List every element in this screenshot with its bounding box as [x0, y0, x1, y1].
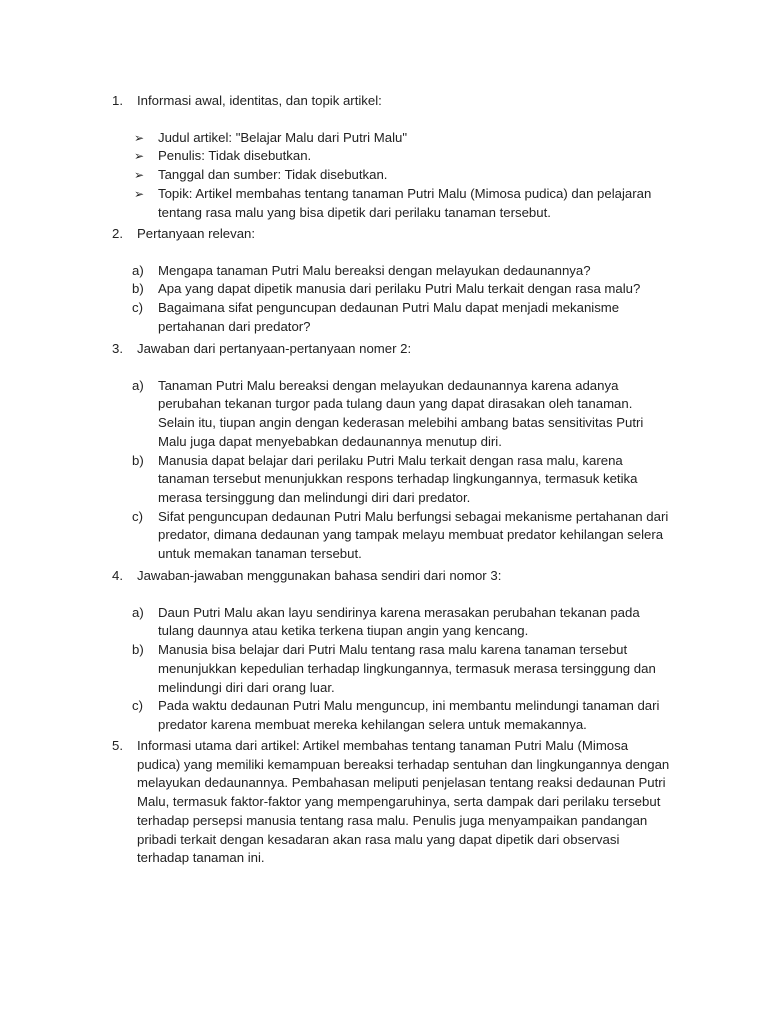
- list-item: [112, 166, 672, 185]
- list-item: [112, 508, 672, 564]
- summary-paragraph: [112, 737, 672, 868]
- list-item: [112, 299, 672, 336]
- lettered-list: [112, 262, 672, 337]
- section-number: 2.: [112, 226, 123, 241]
- section-heading-text: Informasi awal, identitas, dan topik artikel:: [137, 93, 382, 108]
- list-marker: a): [132, 377, 144, 393]
- section-heading-text: Pertanyaan relevan:: [137, 226, 256, 241]
- arrow-bullet-icon: ➢: [134, 186, 145, 201]
- list-item-text: Mengapa tanaman Putri Malu bereaksi dengan melayukan dedaunannya?: [158, 262, 591, 278]
- arrow-bullet-icon: ➢: [134, 130, 145, 145]
- list-item: [112, 129, 672, 148]
- list-marker: c): [132, 698, 143, 714]
- list-marker: b): [132, 281, 144, 297]
- section-number: 1.: [112, 93, 123, 108]
- section-1: [112, 92, 672, 222]
- list-item-text: Tanggal dan sumber: Tidak disebutkan.: [158, 167, 388, 183]
- list-item-text: Penulis: Tidak disebutkan.: [158, 148, 312, 164]
- list-item: [112, 452, 672, 508]
- list-marker: c): [132, 508, 143, 524]
- list-item-text: Daun Putri Malu akan layu sendirinya karena merasakan perubahan tekanan pada tulang daunnya atau ketika terkena tiupan angin yang kencang.: [158, 604, 640, 639]
- list-item: [112, 377, 672, 452]
- lettered-list: [112, 377, 672, 564]
- section-heading: [112, 340, 672, 359]
- section-heading-text: Jawaban dari pertanyaan-pertanyaan nomer 2:: [137, 341, 412, 356]
- list-item-text: Tanaman Putri Malu bereaksi dengan melayukan dedaunannya karena adanya perubahan tekanan turgor pada tulang daun yang dapat dirasakan oleh tanaman. Selain itu, tiupan angin dengan kederasan melebihi ambang batas sensitivitas Putri Malu juga dapat menyebabkan dedaunannya menutup diri.: [158, 377, 644, 449]
- list-item-text: Bagaimana sifat penguncupan dedaunan Putri Malu dapat menjadi mekanisme pertahanan dari predator?: [158, 300, 620, 334]
- arrow-bullet-icon: ➢: [134, 149, 145, 164]
- section-heading: [112, 567, 672, 586]
- section-number: 3.: [112, 341, 123, 356]
- section-heading: [112, 92, 672, 111]
- list-item: [112, 604, 672, 641]
- list-item-text: Manusia dapat belajar dari perilaku Putri Malu terkait dengan rasa malu, karena tanaman tersebut menunjukkan respons terhadap lingkungannya, termasuk ketika merasa tersinggung dan melindungi diri dari predator.: [158, 452, 638, 505]
- list-item-text: Manusia bisa belajar dari Putri Malu tentang rasa malu karena tanaman tersebut menunjukkan kepedulian terhadap lingkungannya, termasuk merasa tersinggung dan melindungi diri dari orang luar.: [158, 642, 656, 695]
- section-number: 5.: [112, 738, 123, 753]
- list-item: [112, 641, 672, 697]
- list-item: [112, 262, 672, 281]
- list-marker: c): [132, 300, 143, 316]
- summary-text: Informasi utama dari artikel: Artikel membahas tentang tanaman Putri Malu (Mimosa pudica) yang memiliki kemampuan bereaksi terhadap sentuhan dan lingkungannya dengan melayukan dedaunannya. Pembahasan meliputi penjelasan tentang reaksi dedaunan Putri Malu, termasuk faktor-faktor yang mempengaruhinya, serta dampak dari perilaku tersebut terhadap persepsi manusia tentang rasa malu. Penulis juga menyampaikan pandangan pribadi terkait dengan kesadaran akan rasa malu yang dapat dipetik dari observasi terhadap tanaman ini.: [137, 738, 670, 866]
- list-item-text: Judul artikel: "Belajar Malu dari Putri Malu": [158, 129, 408, 145]
- list-marker: b): [132, 642, 144, 658]
- section-3: [112, 340, 672, 564]
- list-marker: b): [132, 452, 144, 468]
- list-item-text: Topik: Artikel membahas tentang tanaman Putri Malu (Mimosa pudica) dan pelajaran tentang rasa malu yang bisa dipetik dari perilaku tanaman tersebut.: [158, 185, 652, 220]
- arrow-bullet-icon: ➢: [134, 168, 145, 183]
- list-item-text: Pada waktu dedaunan Putri Malu menguncup, ini membantu melindungi tanaman dari predator karena membuat mereka kehilangan selera untuk memakannya.: [158, 698, 660, 732]
- section-5: [112, 737, 672, 868]
- list-item-text: Apa yang dapat dipetik manusia dari perilaku Putri Malu terkait dengan rasa malu?: [158, 281, 641, 297]
- list-item: [112, 697, 672, 734]
- bullet-list: [112, 129, 672, 223]
- section-2: [112, 225, 672, 337]
- list-marker: a): [132, 262, 144, 278]
- list-item: [112, 280, 672, 299]
- list-item-text: Sifat penguncupan dedaunan Putri Malu berfungsi sebagai mekanisme pertahanan dari predator, dimana dedaunan yang tampak melayu membuat predator kehilangan selera untuk memakan tanaman tersebut.: [158, 508, 669, 562]
- section-4: [112, 567, 672, 735]
- lettered-list: [112, 604, 672, 735]
- list-marker: a): [132, 604, 144, 620]
- list-item: [112, 185, 672, 222]
- list-item: [112, 147, 672, 166]
- section-number: 4.: [112, 568, 123, 583]
- section-heading: [112, 225, 672, 244]
- section-heading-text: Jawaban-jawaban menggunakan bahasa sendiri dari nomor 3:: [137, 568, 502, 583]
